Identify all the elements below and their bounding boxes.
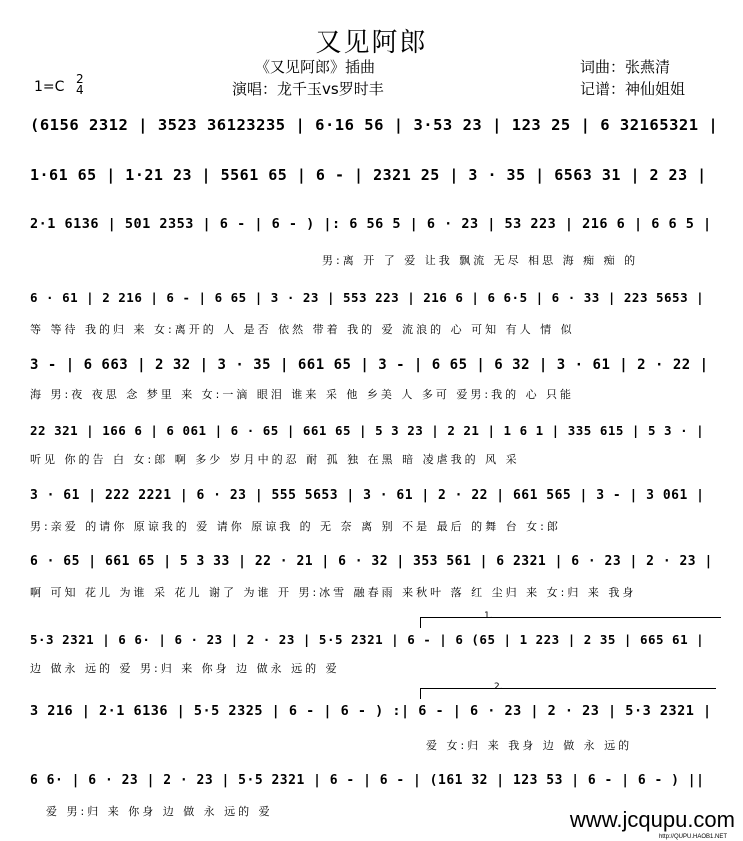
site-watermark-url: http://QUPU.HAOB1.NET <box>658 834 727 840</box>
subtitle: 《又见阿郎》插曲 <box>255 58 376 76</box>
key-signature: 1=C <box>34 79 65 95</box>
transcriber-credit: 记谱：神仙姐姐 <box>580 80 686 98</box>
score-row-9: 5·3 2321 | 6 6· | 6 · 23 | 2 · 23 | 5·5 2321 | 6 - | 6 (65 | 1 223 | 2 35 | 665 61 | <box>30 632 705 647</box>
score-row-10: 3 216 | 2·1 6136 | 5·5 2325 | 6 - | 6 - ) :| 6 - | 6 · 23 | 2 · 23 | 5·3 2321 | <box>30 703 712 719</box>
time-signature-bottom: 4 <box>76 83 84 97</box>
score-row-6: 22 321 | 166 6 | 6 061 | 6 · 65 | 661 65 | 5 3 23 | 2 21 | 1 6 1 | 335 615 | 5 3 · | <box>30 423 705 438</box>
lyric-row-5: 海 男:夜 夜思 念 梦里 来 女:一滴 眼泪 谁来 采 他 乡美 人 多可 爱男:我的 心 只能 <box>30 388 575 401</box>
volta-bracket-1 <box>420 617 721 628</box>
score-row-7: 3 · 61 | 222 2221 | 6 · 23 | 555 5653 | 3 · 61 | 2 · 22 | 661 565 | 3 - | 3 061 | <box>30 488 705 503</box>
lyric-row-3: 男:离 开 了 爱 让我 飘流 无尽 相思 海 痴 痴 的 <box>322 254 639 267</box>
lyric-row-11: 爱 男:归 来 你身 边 做 永 远的 爱 <box>46 805 273 818</box>
volta-bracket-2 <box>420 688 716 699</box>
lyric-row-7: 男:亲爱 的请你 原谅我的 爱 请你 原谅我 的 无 奈 离 别 不是 最后 的舞 台 女:郎 <box>30 520 561 533</box>
volta-label-1: 1. <box>484 611 493 621</box>
lyric-row-10: 爱 女:归 来 我身 边 做 永 远的 <box>426 739 633 752</box>
score-row-8: 6 · 65 | 661 65 | 5 3 33 | 22 · 21 | 6 · 32 | 353 561 | 6 2321 | 6 · 23 | 2 · 23 | <box>30 554 713 569</box>
lyric-row-4: 等 等待 我的归 来 女:离开的 人 是否 依然 带着 我的 爱 流浪的 心 可知 有人 情 似 <box>30 323 575 336</box>
time-signature <box>76 74 84 96</box>
score-row-1: (6156 2312 | 3523 36123235 | 6·16 56 | 3·53 23 | 123 25 | 6 32165321 | <box>30 116 719 134</box>
time-signature-top: 2 <box>76 72 84 86</box>
score-row-4: 6 · 61 | 2 216 | 6 - | 6 65 | 3 · 23 | 553 223 | 216 6 | 6 6·5 | 6 · 33 | 223 5653 | <box>30 290 705 305</box>
lyricist-credit: 词曲：张燕清 <box>580 58 671 76</box>
lyric-row-9: 边 做永 远的 爱 男:归 来 你身 边 做永 远的 爱 <box>30 662 340 675</box>
performer-line: 演唱：龙千玉vs罗时丰 <box>232 80 384 98</box>
page-title: 又见阿郎 <box>315 28 428 58</box>
score-row-2: 1·61 65 | 1·21 23 | 5561 65 | 6 - | 2321 25 | 3 · 35 | 6563 31 | 2 23 | <box>30 166 707 184</box>
score-row-5: 3 - | 6 663 | 2 32 | 3 · 35 | 661 65 | 3 - | 6 65 | 6 32 | 3 · 61 | 2 · 22 | <box>30 357 709 373</box>
score-row-3: 2·1 6136 | 501 2353 | 6 - | 6 - ) |: 6 56 5 | 6 · 23 | 53 223 | 216 6 | 6 6 5 | <box>30 216 712 232</box>
score-row-11: 6 6· | 6 · 23 | 2 · 23 | 5·5 2321 | 6 - | 6 - | (161 32 | 123 53 | 6 - | 6 - ) || <box>30 773 705 788</box>
volta-label-2: 2. <box>494 682 503 692</box>
lyric-row-6: 听见 你的告 白 女:郎 啊 多少 岁月中的忍 耐 孤 独 在黑 暗 凌虐我的 风 采 <box>30 453 520 466</box>
site-watermark: www.jcqupu.com <box>569 807 735 832</box>
lyric-row-8: 啊 可知 花儿 为谁 采 花儿 谢了 为谁 开 男:冰雪 融春雨 来秋叶 落 红 尘归 来 女:归 来 我身 <box>30 586 637 599</box>
